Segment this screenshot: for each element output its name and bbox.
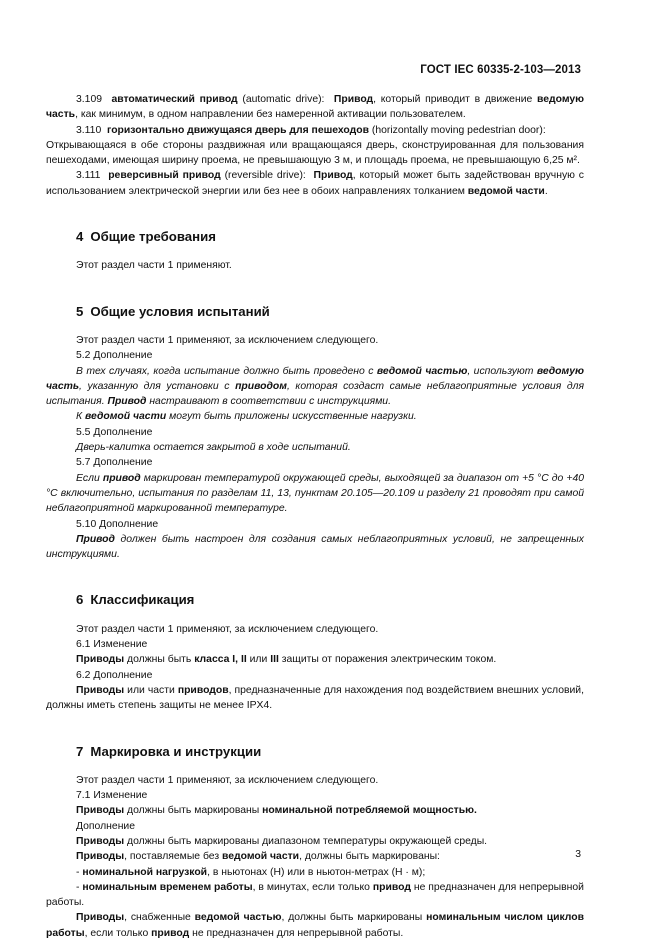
term: горизонтально движущаяся дверь для пешеходов [107, 124, 369, 136]
clause-5-2-loads: К ведомой части могут быть приложены искусственные нагрузки. [76, 411, 417, 423]
clause-6-1: 6.1 Изменение [76, 639, 148, 651]
section-6-intro: Этот раздел части 1 применяют, за исключением следующего. [76, 623, 379, 635]
clause-7-1: 7.1 Изменение [76, 790, 148, 802]
term-english: (automatic drive): [242, 94, 325, 105]
term: реверсивный привод [108, 170, 221, 182]
definition-3-109: 3.109 автоматический привод (automatic drive): Привод, который приводит в движение ведомую часть, как минимум, в одном направлении без намеренной активации пользователем. [46, 94, 585, 121]
term-ref: ведомой части [467, 185, 545, 197]
clause-number: 3.110 [76, 124, 102, 136]
clause-5-5-text: Дверь-калитка остается закрытой в ходе испытаний. [76, 442, 351, 454]
clause-5-10: 5.10 Дополнение [76, 518, 159, 530]
definition-3-111: 3.111 реверсивный привод (reversible drive): Привод, который может быть задействован вручную с использованием электрической энергии или без нее в обоих направлениях толканием ведомой части. [46, 170, 584, 197]
term-ref: ведомую часть [46, 94, 585, 121]
section-6-heading: 6 Классификация [76, 592, 195, 608]
section-5-heading: 5 Общие условия испытаний [76, 303, 270, 319]
clause-7-1-cycles: Приводы, снабженные ведомой частью, должны быть маркированы номинальным числом циклов работы, если только привод не предназначен для непрерывной работы. [46, 912, 584, 939]
clause-5-10-text: Привод должен быть настроен для создания самых неблагоприятных условий, не запрещенных инструкциями. [46, 533, 584, 561]
clause-5-5: 5.5 Дополнение [76, 426, 153, 438]
clause-7-1-addition: Дополнение [76, 820, 136, 832]
term-ref: Привод [313, 170, 353, 182]
term-ref: Привод [333, 94, 374, 105]
definition-3-110 [46, 123, 584, 138]
clause-6-2-text: Приводы или части приводов, предназначенные для нахождения под воздействием внешних условий, должны иметь степень защиты не менее IPX4. [46, 684, 584, 712]
clause-5-2-text: В тех случаях, когда испытание должно быть проведено с ведомой частью, используют ведомую часть, указанную для установки с приводом, которая создаст самые неблагоприятные условия для испытания. Привод настраивают в соответствии с инструкциями. [46, 365, 584, 408]
page-content [46, 92, 584, 941]
term: автоматический привод [111, 94, 238, 105]
list-item: - номинальной нагрузкой, в ньютонах (Н) или в ньютон-метрах (Н · м); [76, 866, 426, 878]
clause-7-1-no-driven-part: Приводы, поставляемые без ведомой части, должны быть маркированы: [76, 851, 440, 863]
clause-5-7-text: Если привод маркирован температурой окружающей среды, выходящей за диапазон от +5 °C до +40 °C включительно, испытания по разделам 11, 13, пунктам 20.105—20.109 и разделу 21 проводят при самой неблагоприятной маркированной температуре. [46, 472, 584, 515]
clause-7-1-temperature: Приводы должны быть маркированы диапазоном температуры окружающей среды. [76, 835, 488, 847]
clause-number: 3.111 [76, 170, 101, 182]
definition-3-110-text: Открывающаяся в обе стороны раздвижная или вращающаяся дверь, сконструированная для пользования пешеходами, имеющая ширину проема, не превышающую 3 м, и площадь проема, не превышающую 6,25 м². [46, 139, 584, 167]
section-4-text: Этот раздел части 1 применяют. [76, 260, 232, 272]
clause-number: 3.109 [76, 94, 103, 105]
section-7-intro: Этот раздел части 1 применяют, за исключением следующего. [76, 774, 379, 786]
term-english: (horizontally moving pedestrian door): [371, 124, 546, 136]
clause-6-1-text: Приводы должны быть класса I, II или III защиты от поражения электрическим током. [76, 654, 497, 666]
clause-5-2: 5.2 Дополнение [76, 350, 153, 362]
clause-7-1-power: Приводы должны быть маркированы номинальной потребляемой мощностью. [76, 805, 477, 817]
page-number: 3 [575, 849, 581, 860]
standard-header: ГОСТ IEC 60335-2-103—2013 [420, 64, 581, 76]
list-item: - номинальным временем работы, в минутах, если только привод не предназначен для непрерывной работы. [46, 881, 584, 909]
section-7-heading: 7 Маркировка и инструкции [76, 743, 262, 759]
clause-5-7: 5.7 Дополнение [76, 457, 153, 469]
term-english: (reversible drive): [224, 170, 306, 182]
section-4-heading: 4 Общие требования [76, 229, 216, 245]
section-5-intro: Этот раздел части 1 применяют, за исключением следующего. [76, 334, 379, 346]
clause-6-2: 6.2 Дополнение [76, 669, 153, 681]
